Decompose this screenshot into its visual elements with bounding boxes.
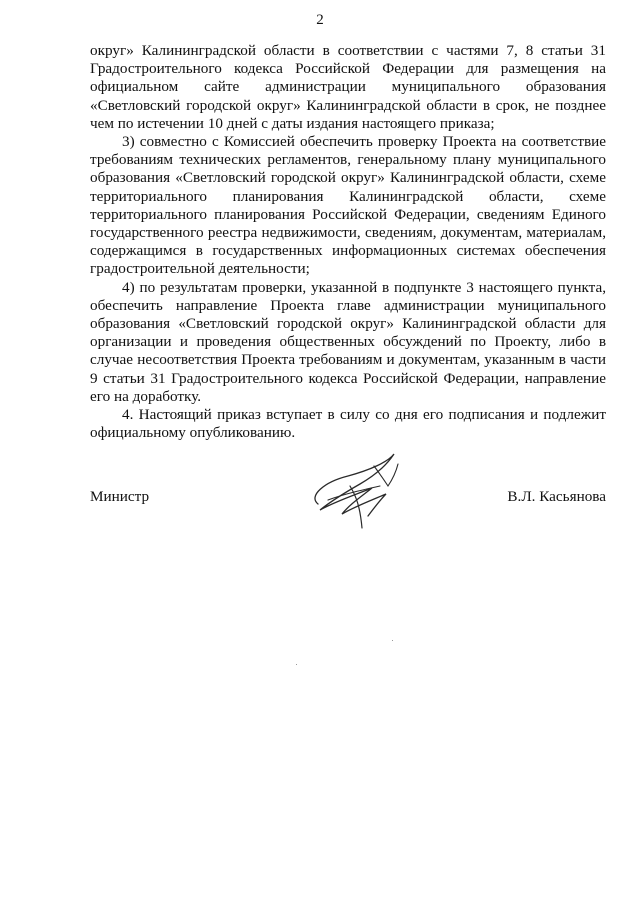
signer-name: В.Л. Касьянова [507, 488, 606, 505]
signer-title: Министр [90, 488, 150, 505]
document-body [90, 42, 606, 442]
page-number: 2 [316, 12, 324, 28]
scan-artifact [296, 664, 297, 665]
paragraph-item-3: 3) совместно с Комиссией обеспечить проверку Проекта на соответствие требованиям технических регламентов, генеральному плану муниципального образования «Светловский городской округ» Калининградской области, схеме территориального планирования Калининградской области, схеме территориального планирования Российской Федерации, сведениям Единого государственного реестра недвижимости, сведениям, документам, материалам, содержащимся в государственных информационных системах обеспечения градостроительной деятельности; [90, 133, 606, 278]
scan-artifact [392, 640, 393, 641]
handwritten-signature [290, 452, 410, 532]
paragraph-continuation: округ» Калининградской области в соответствии с частями 7, 8 статьи 31 Градостроительного кодекса Российской Федерации для размещения на официальном сайте администрации муниципального образования «Светловский городской округ» Калининградской области в срок, не позднее чем по истечении 10 дней с даты издания настоящего приказа; [90, 42, 606, 132]
paragraph-item-4: 4) по результатам проверки, указанной в подпункте 3 настоящего пункта, обеспечить направление Проекта главе администрации муниципального образования «Светловский городской округ» Калининградской области для организации и проведения общественных обсуждений по Проекту, либо в случае несоответствия Проекта требованиям и документам, указанным в части 9 статьи 31 Градостроительного кодекса Российской Федерации, направление его на доработку. [90, 278, 606, 405]
paragraph-clause-4: 4. Настоящий приказ вступает в силу со дня его подписания и подлежит официальному опубликованию. [90, 406, 606, 442]
signature-block [90, 452, 606, 532]
